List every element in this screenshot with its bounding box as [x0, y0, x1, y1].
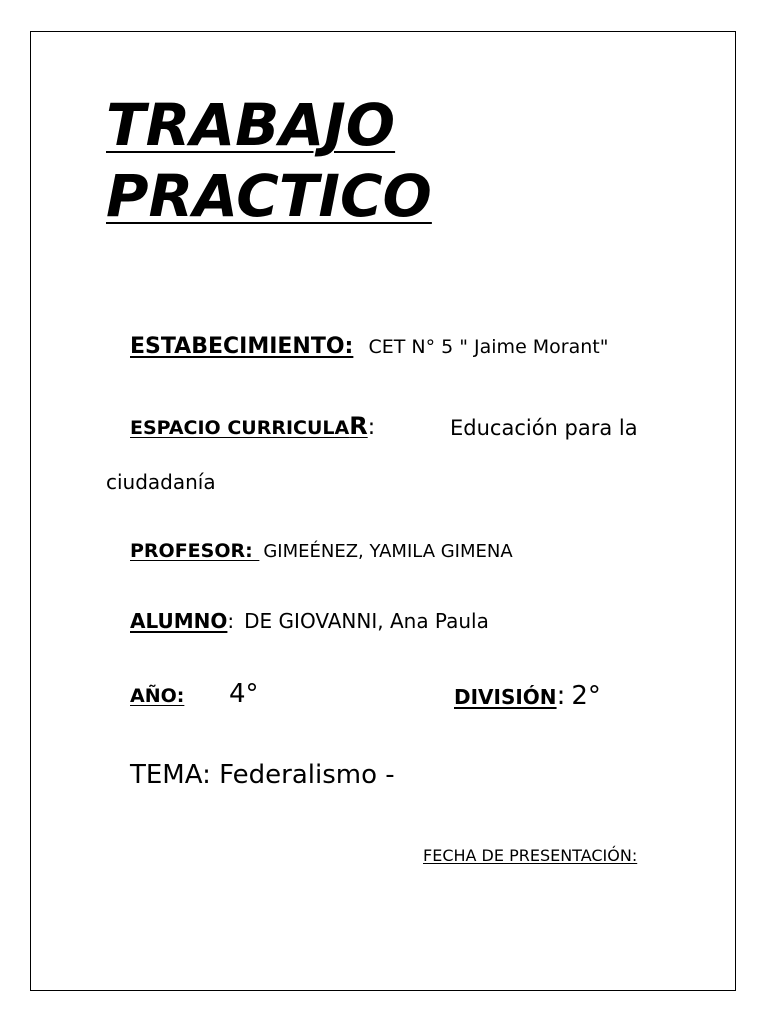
- division-colon: :: [556, 681, 566, 711]
- tema-text: TEMA: Federalismo -: [130, 760, 395, 790]
- anio-value: 4°: [229, 679, 259, 709]
- espacio-curricular-row: [130, 412, 375, 440]
- alumno-label: ALUMNO: [130, 609, 228, 633]
- anio-label: AÑO:: [130, 685, 185, 707]
- division-label: DIVISIÓN: [454, 685, 557, 709]
- espacio-label-last: R: [349, 412, 368, 440]
- alumno-value: DE GIOVANNI, Ana Paula: [244, 609, 489, 633]
- title-line-2: PRACTICO: [106, 162, 432, 230]
- establecimiento-label: ESTABECIMIENTO:: [130, 334, 354, 359]
- title-line-1: TRABAJO: [106, 91, 396, 159]
- alumno-colon: :: [227, 609, 235, 633]
- espacio-curricular-label: [130, 412, 368, 440]
- profesor-label: PROFESOR:: [130, 540, 260, 562]
- fecha-presentacion-label: FECHA DE PRESENTACIÓN:: [423, 846, 638, 865]
- establecimiento-row: [130, 334, 609, 359]
- espacio-label-main: ESPACIO CURRICULA: [130, 417, 350, 439]
- division-value: 2°: [571, 681, 601, 711]
- espacio-colon: :: [367, 415, 376, 440]
- establecimiento-value: CET N° 5 " Jaime Morant": [368, 336, 609, 358]
- espacio-curricular-value-1: Educación para la: [450, 416, 638, 440]
- profesor-value: GIMEÉNEZ, YAMILA GIMENA: [263, 541, 513, 562]
- division-row: [454, 681, 601, 711]
- espacio-curricular-value-2: ciudadanía: [106, 470, 216, 494]
- alumno-row: [130, 609, 489, 633]
- profesor-row: [130, 540, 513, 562]
